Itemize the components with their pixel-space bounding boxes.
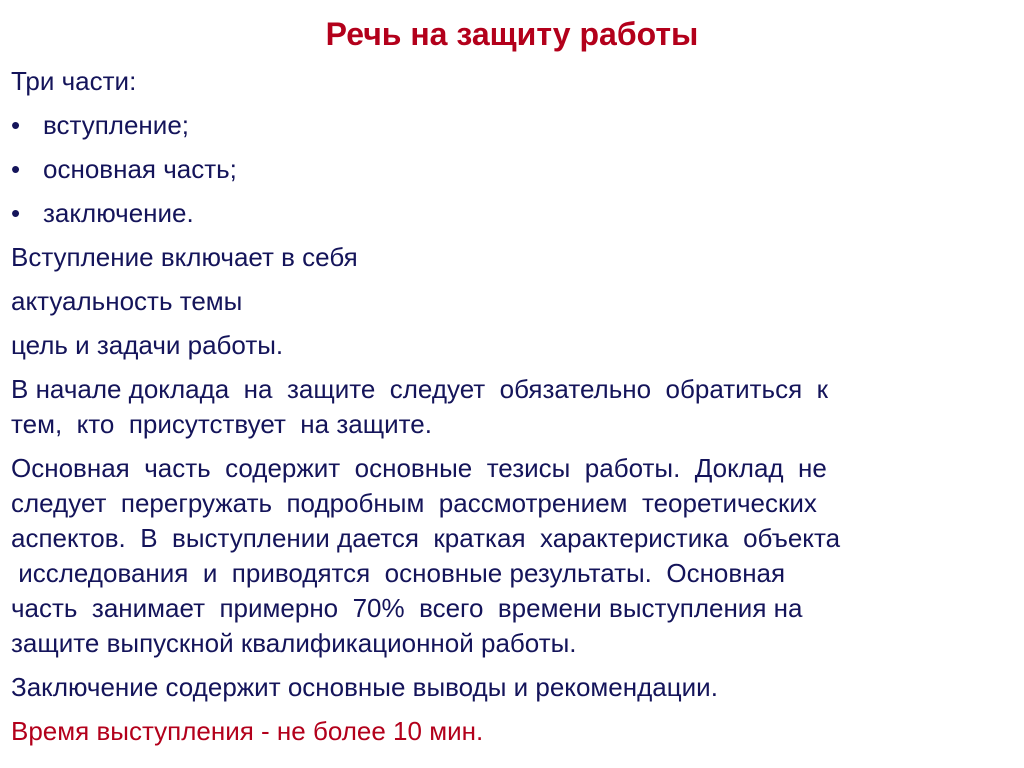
- paragraph-line: часть занимает примерно 70% всего времени выступления на: [11, 593, 803, 623]
- paragraph-main: [11, 451, 1011, 661]
- paragraph-line: исследования и приводятся основные результаты. Основная: [11, 558, 786, 588]
- bullet-text: вступление;: [43, 110, 189, 140]
- paragraph-line: Основная часть содержит основные тезисы работы. Доклад не: [11, 453, 827, 483]
- bullet-item: [11, 152, 1011, 187]
- bullet-item: [11, 108, 1011, 143]
- bullet-text: заключение.: [43, 198, 194, 228]
- conclusion-text: Заключение содержит основные выводы и рекомендации.: [11, 672, 718, 702]
- paragraph-line: тем, кто присутствует на защите.: [11, 409, 432, 439]
- paragraph-start: [11, 372, 1011, 442]
- intro-section-line: цель и задачи работы.: [11, 330, 284, 360]
- paragraph-line: защите выпускной квалификационной работы.: [11, 628, 577, 658]
- intro-text: Три части:: [11, 66, 137, 96]
- bullet-icon: •: [11, 198, 21, 228]
- intro-section-line: Вступление включает в себя: [11, 242, 358, 272]
- intro-section-line: актуальность темы: [11, 286, 243, 316]
- bullet-icon: •: [11, 110, 21, 140]
- bullet-icon: •: [11, 154, 21, 184]
- slide-title: Речь на защиту работы: [325, 16, 699, 52]
- paragraph-line: аспектов. В выступлении дается краткая характеристика объекта: [11, 523, 841, 553]
- paragraph-line: следует перегружать подробным рассмотрением теоретических: [11, 488, 817, 518]
- time-note: Время выступления - не более 10 мин.: [11, 716, 484, 746]
- paragraph-line: В начале доклада на защите следует обязательно обратиться к: [11, 374, 829, 404]
- bullet-text: основная часть;: [43, 154, 237, 184]
- bullet-item: [11, 196, 1011, 231]
- slide-body: [11, 64, 1011, 749]
